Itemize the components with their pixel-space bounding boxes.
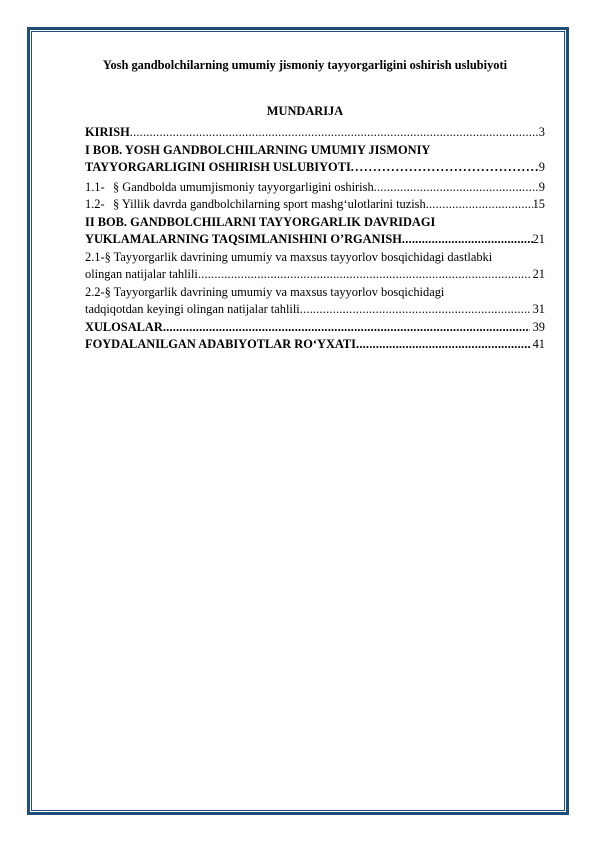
toc-page-number: 21 [532,267,545,281]
toc-entry-2-1[interactable] [85,249,545,284]
toc-page-number: 31 [532,302,545,316]
toc-entry-bob2[interactable] [85,214,545,249]
table-of-contents [85,124,545,354]
toc-entry-1-1[interactable] [85,179,545,197]
toc-entry-kirish[interactable] [85,124,545,142]
toc-page-number: 41 [532,337,545,351]
toc-entry-label-line2: tadqiqotdan keyingi olingan natijalar tahlili [85,302,300,316]
toc-entry-label-line2: TAYYORGARLIGINI OSHIRISH USLUBIYOTI [85,160,351,174]
toc-page-number: 9 [538,160,545,174]
section-number: 1.1- [85,179,105,194]
toc-entry-xulosalar[interactable] [85,319,545,337]
toc-entry-label-line1: II BOB. GANDBOLCHILARNI TAYYORGARLIK DAVRIDAGI [85,214,436,229]
toc-entry-label: § Gandbolda umumjismoniy tayyorgarligini oshirish [113,179,374,194]
toc-page-number: 9 [538,179,545,194]
toc-entry-label: § Yillik davrda gandbolchilarning sport mashg‘ulotlarini tuzish [113,197,426,211]
toc-page-number: 3 [538,125,545,139]
toc-entry-label: KIRISH [85,125,130,139]
leader-dots [130,124,539,142]
leader-dots [426,196,533,214]
toc-entry-2-2[interactable] [85,284,545,319]
toc-entry-label: XULOSALAR [85,319,163,334]
leader-dots [300,301,530,319]
toc-entry-label-line1: I BOB. YOSH GANDBOLCHILARNING UMUMIY JISMONIY [85,142,431,157]
leader-dots [198,266,530,284]
toc-entry-label-line2: YUKLAMALARNING TAQSIMLANISHINI O’RGANISH [85,232,402,246]
leader-dots [351,159,539,177]
toc-page-number: 39 [532,319,545,334]
toc-title: MUNDARIJA [266,104,344,118]
toc-entry-label-line1: 2.1-§ Tayyorgarlik davrining umumiy va maxsus tayyorlov bosqichidagi dastlabki [85,249,493,264]
toc-entry-label-line1: 2.2-§ Tayyorgarlik davrining umumiy va maxsus tayyorlov bosqichidagi [85,284,445,299]
toc-entry-1-2[interactable] [85,196,545,214]
toc-entry-label: FOYDALANILGAN ADABIYOTLAR RO‘YXATI [85,337,357,351]
toc-page-number: 21 [532,232,545,246]
leader-dots [402,231,533,249]
toc-entry-label-line2: olingan natijalar tahlili [85,267,198,281]
section-number: 1.2- [85,197,105,211]
document-header: Yosh gandbolchilarning umumiy jismoniy tayyorgarligini oshirish uslubiyoti [102,58,508,72]
leader-dots [163,319,530,337]
toc-entry-bob1[interactable] [85,142,545,177]
leader-dots [374,179,539,197]
leader-dots [356,336,530,354]
toc-page-number: 15 [532,197,545,211]
toc-entry-adabiyotlar[interactable] [85,336,545,354]
